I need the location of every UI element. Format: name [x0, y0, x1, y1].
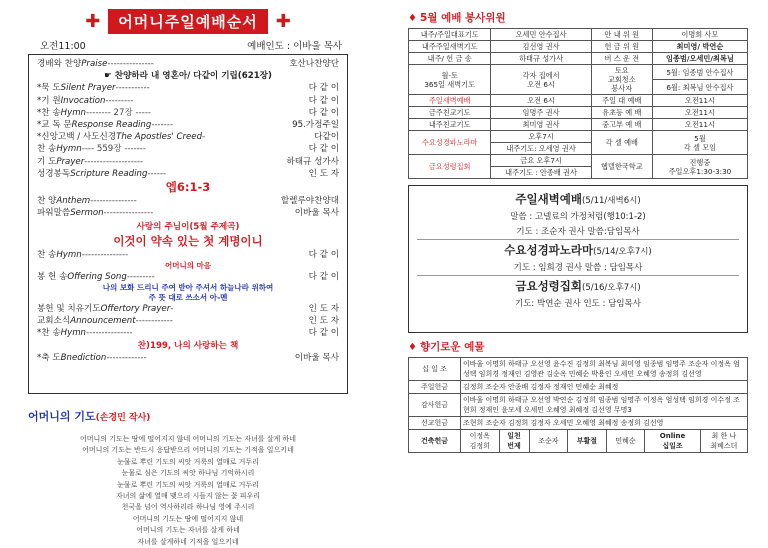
order-item-english: Bnediction	[60, 352, 107, 363]
order-item-dashes: -------------	[106, 352, 147, 363]
order-list	[37, 271, 339, 283]
table-cell: 안 내 위 원	[591, 29, 652, 41]
prayer-line: 자녀의 삶에 열매 맺으리 시들지 않는 꽃 피우리	[115, 492, 261, 501]
order-item-label: *묵 도Silent Prayer	[37, 83, 116, 94]
table-cell: 중고부 예 배	[591, 119, 652, 131]
table-cell: 오전11시	[652, 95, 747, 107]
order-item-label: 봉헌 및 치유기도Offertory Prayer	[37, 304, 171, 315]
table-cell: 6월: 최복님 안수집사	[652, 80, 747, 95]
offering-names: 조현희 조순자 김정희 김정자 오세민 오혜영 최혜정 송정희 김선영	[461, 417, 748, 430]
church-notices	[408, 8, 748, 453]
offering-cell: 민혜순	[606, 430, 645, 453]
order-item-leader: 다 같 이	[308, 107, 339, 118]
order-item-english: Announcement	[70, 316, 136, 327]
prayer-author: (손경민 작사)	[95, 413, 151, 423]
table-cell: 임명주 권사	[491, 107, 591, 119]
order-item-label: *신앙고백 / 사도신경The Apostles' Creed	[37, 132, 203, 143]
sermon-song: 사랑의 주님이(5월 주제곡)	[136, 222, 240, 233]
table-cell: 금요 오후7시	[491, 155, 591, 167]
divider	[417, 239, 739, 240]
offering-cell: 일천 번제	[499, 430, 529, 453]
table-cell: 주일 대 예배	[591, 95, 652, 107]
order-item-english: Hymn	[56, 144, 82, 155]
offerings-section	[408, 357, 748, 453]
order-item-label: 찬 양Anthem	[37, 196, 91, 207]
table-row	[409, 430, 748, 453]
offering-label: 감사헌금	[409, 394, 461, 417]
order-item-dashes: ---------	[105, 95, 134, 106]
order-list	[37, 195, 339, 219]
table-cell: 금주친교기도	[409, 107, 491, 119]
order-item	[37, 58, 339, 70]
table-cell: 5월: 임종범 안수집사	[652, 65, 747, 80]
order-item-dashes: ---------------	[90, 196, 137, 207]
order-item-dashes: -	[170, 304, 174, 315]
order-item-label: 성경봉독Scripture Reading	[37, 168, 148, 179]
order-list	[37, 249, 339, 261]
order-item	[37, 131, 339, 143]
order-item-label: 파워말씀Sermon	[37, 208, 104, 219]
prayer-line: 눈물로 뿌린 기도의 씨앗 거룩의 열매로 거두리	[117, 457, 259, 466]
table-cell: 내주친교기도	[409, 119, 491, 131]
order-item-leader: 하태규 성가사	[286, 156, 339, 167]
order-item-english: Hymn	[56, 249, 82, 260]
divider	[417, 275, 739, 276]
order-item	[37, 168, 339, 180]
service-leader: 예배인도 : 이바울 목사	[247, 41, 342, 52]
prayer-line: 어머니의 기도는 땅에 떨어지지 않네 어머니의 기도는 자녀를 살게 하네	[79, 435, 297, 443]
order-item-leader: 다 같 이	[308, 271, 339, 282]
order-item-label: *축 도Bnediction	[37, 352, 107, 363]
table-cell: 월-토 365일 새벽기도	[409, 65, 491, 95]
order-item-dashes: ----------------	[103, 208, 154, 219]
order-item-leader: 이바울 목사	[294, 208, 339, 219]
table-cell: 토요 교회청소 봉사자	[591, 65, 652, 95]
order-item-leader: 이바울 목사	[294, 352, 339, 363]
table-row	[409, 107, 748, 119]
offerings-heading: ♦ 향기로운 예물	[408, 341, 485, 353]
order-item-label: 교회소식Announcement	[37, 316, 136, 327]
weekly-schedule	[408, 185, 748, 333]
table-cell: 임종범/오세민/최복님	[652, 53, 747, 65]
offering-label: 건축헌금	[409, 430, 461, 453]
order-item-leader: 호산나찬양단	[289, 59, 339, 69]
table-cell: 내주주일새벽기도	[409, 41, 491, 53]
table-row	[409, 95, 748, 107]
schedule-detail: 기도: 박연순 권사 인도 : 담임목사	[515, 299, 641, 309]
offering-cell: 최 한 나 최베스더	[700, 430, 747, 453]
schedule-title: 금요성령집회(5/16/오후7시)	[515, 279, 641, 293]
order-list	[37, 303, 339, 340]
order-item-leader: 인 도 자	[308, 304, 339, 315]
offering-label: 주일헌금	[409, 381, 461, 394]
order-item-leader: 다같이	[314, 132, 339, 143]
order-item-label: 기 도Prayer	[37, 156, 85, 167]
order-item	[37, 156, 339, 168]
offering-cell: 조순자	[529, 430, 568, 453]
service-time: 오전11:00	[40, 41, 86, 52]
order-item-dashes: ---- 559장 -------	[81, 144, 146, 155]
cross-icon: ✚	[275, 10, 291, 32]
table-cell: 수요성경파노라마	[409, 131, 491, 155]
order-item-english: Invocation	[60, 95, 106, 106]
bullet-icon: ♦	[408, 342, 417, 353]
table-cell: 헌 금 위 원	[591, 41, 652, 53]
order-item-english: Offering Song	[67, 271, 127, 282]
hymn-note: 어머니의 마음	[164, 260, 212, 270]
order-item-label: *기 원Invocation	[37, 95, 106, 106]
offering-cell: 부활절	[568, 430, 607, 453]
order-item	[37, 82, 339, 94]
order-item-leader: 다 같 이	[308, 144, 339, 155]
order-item-dashes: -------------------	[84, 156, 144, 167]
order-item	[37, 303, 339, 315]
order-item-english: The Apostles' Creed	[116, 132, 203, 143]
order-item-dashes: ---------------	[81, 249, 129, 260]
order-item-leader: 다 같 이	[308, 95, 339, 106]
order-item-dashes: -------	[151, 120, 174, 131]
order-item-dashes: ------------	[135, 316, 173, 327]
order-item	[37, 271, 339, 283]
table-cell: 각 셀 예배	[591, 131, 652, 155]
order-item-leader: 다 같 이	[308, 83, 339, 94]
prayer-line: 천국을 넘어 역사하리라 하나님 영예 주시리	[121, 503, 255, 512]
order-item	[37, 143, 339, 155]
table-row	[409, 131, 748, 143]
offering-label: 십 일 조	[409, 358, 461, 381]
prayer-title: 어머니의 기도	[28, 410, 96, 423]
table-cell: 내주/ 헌 금 송	[409, 53, 491, 65]
schedule-detail: 기도 : 임희경 권사 말씀 : 담임목사	[513, 263, 643, 273]
order-list	[37, 352, 339, 364]
order-item-label: 봉 헌 송Offering Song	[37, 271, 127, 282]
prayer-line: 어머니의 기도는 땅에 떨어지지 않네	[132, 514, 244, 523]
order-item-leader: 95.가정주일	[292, 120, 339, 131]
table-cell: 유초등 예 배	[591, 107, 652, 119]
table-cell: 오후7시	[491, 131, 591, 143]
table-row	[409, 358, 748, 381]
order-item	[37, 207, 339, 219]
schedule-detail: 기도 : 조순자 권사 말씀:담임목사	[516, 227, 640, 237]
order-item	[37, 327, 339, 339]
order-item-leader: 다 같 이	[308, 328, 339, 339]
order-of-worship	[28, 8, 348, 548]
table-cell: 오전 6시	[491, 95, 591, 107]
table-row	[409, 119, 748, 131]
table-cell: 오전11시	[652, 119, 747, 131]
schedule-date: (5/14/오후7시)	[593, 247, 652, 257]
prayer-line: 자녀를 살게하네 기적을 일으키네	[137, 537, 239, 546]
order-item	[37, 352, 339, 364]
table-cell: 최미영 권사	[491, 119, 591, 131]
schedule-title: 수요성경파노라마(5/14/오후7시)	[504, 243, 652, 257]
order-item-label: 경배와 찬양Praise	[37, 59, 108, 69]
order-item-english: Anthem	[56, 196, 91, 207]
page-title: 어머니주일예배순서	[108, 9, 267, 34]
table-row	[409, 417, 748, 430]
table-cell: 진행중 주일오후1:30-3:30	[652, 155, 747, 179]
order-item-leader: 인 도 자	[308, 168, 339, 179]
order-item-english: Praise	[81, 59, 108, 69]
table-cell: 각자 집에서 오전 6시	[491, 65, 591, 95]
offering-note: 나의 보화 드리니 주여 받아 주셔서 하늘나라 위하여	[102, 283, 274, 293]
order-item-label: *교 독 문Response Reading	[37, 120, 152, 131]
sermon-title: 이것이 약속 있는 첫 계명이니	[113, 233, 263, 248]
order-item-english: Silent Prayer	[60, 83, 116, 94]
order-item-label: *찬 송Hymn	[37, 328, 87, 339]
order-item-leader: 인 도 자	[308, 316, 339, 327]
order-item	[37, 249, 339, 261]
order-item-leader: 할렐루야찬양대	[280, 196, 339, 207]
order-item-dashes: -	[202, 132, 206, 143]
table-cell: 내주기도 : 안종배 권사	[491, 167, 591, 179]
servants-heading: ♦ 5월 예배 봉사위원	[408, 12, 506, 24]
offering-names: 이바울 이명희 하태규 오선영 박연순 김정희 임종범 임명주 이정옥 엄성택 임희경 이수정 조현희 정재인 윤모세 오세민 오혜영 최혜정 김선영 무명3	[461, 394, 748, 417]
offering-note: 주 뜻 대로 쓰소서 아-멘	[148, 293, 228, 303]
table-cell: 헵델한국학교	[591, 155, 652, 179]
table-row	[409, 53, 748, 65]
order-item-english: Hymn	[60, 328, 87, 339]
order-item	[37, 315, 339, 327]
order-item	[37, 107, 339, 119]
table-cell: 최미영/ 박연순	[652, 41, 747, 53]
table-cell: 주일새벽예배	[409, 95, 491, 107]
prayer-line: 어머니의 기도는 반드시 응답받으리 어머니의 기도는 기적을 일으키네	[82, 446, 294, 455]
prayer-heading	[28, 408, 348, 424]
order-item-dashes: ---------	[126, 271, 155, 282]
prayer-lyrics	[28, 434, 348, 548]
bullet-icon: ♦	[408, 13, 417, 24]
order-item-dashes: ------	[147, 168, 167, 179]
order-item-english: Sermon	[70, 208, 104, 219]
schedule-title: 주일새벽예배(5/11/새벽6시)	[515, 192, 641, 206]
order-item-english: Response Reading	[71, 120, 152, 131]
offering-names: 이바울 이명희 하태규 오선영 윤수진 김정희 최복님 최미영 임종범 임명주 조순자 이정옥 엄성택 임희경 정재인 김영관 김순옥 민혜순 박용인 오세민 오혜영 송정희 김선영	[461, 358, 748, 381]
order-note: ☛ 찬양하라 내 영혼아/ 다같이 기립(621장)	[104, 71, 272, 82]
offerings-table	[408, 357, 748, 453]
cross-icon: ✚	[85, 10, 101, 32]
offering-cell: 이정옥 김정희	[461, 430, 500, 453]
prayer-line: 눈물로 뿌린 기도의 씨앗 거룩의 열매로 거두리	[117, 480, 259, 489]
order-item	[37, 195, 339, 207]
order-item-label: 찬 송Hymn	[37, 249, 82, 260]
scripture-reference: 엡6:1-3	[165, 180, 211, 195]
table-row	[409, 41, 748, 53]
order-item-dashes: ---------------	[107, 59, 154, 69]
table-row	[409, 65, 748, 80]
closing-hymn: 찬)199, 나의 사랑하는 책	[137, 340, 239, 351]
offering-names: 김정희 조순자 안종배 김정자 정재인 민혜순 최혜정	[461, 381, 748, 394]
order-item-dashes: -------- 27장 -----	[86, 107, 152, 118]
order-item-dashes: -----------	[115, 83, 150, 94]
table-row	[409, 381, 748, 394]
table-row	[409, 394, 748, 417]
table-cell: 하태규 성가사	[491, 53, 591, 65]
prayer-line: 눈물로 심은 기도의 씨앗 하나님 기억하시리	[121, 469, 255, 478]
order-item-label: *찬 송Hymn	[37, 107, 87, 118]
table-cell: 내주기도: 오세영 권사	[491, 143, 591, 155]
table-cell: 오전11시	[652, 107, 747, 119]
servants-table	[408, 28, 748, 179]
table-cell: 5월 각 셀 모임	[652, 131, 747, 155]
table-cell: 이명희 사모	[652, 29, 747, 41]
title-banner	[28, 8, 348, 34]
table-cell: 오세민 안수집사	[491, 29, 591, 41]
order-list	[37, 58, 339, 180]
order-box	[28, 54, 348, 394]
table-row	[409, 29, 748, 41]
order-item-english: Prayer	[56, 156, 85, 167]
schedule-date: (5/16/오후7시)	[582, 283, 641, 293]
order-item-leader: 다 같 이	[308, 249, 339, 260]
table-cell: 내주/주일대표기도	[409, 29, 491, 41]
order-item-dashes: ---------------	[86, 328, 133, 339]
order-item-english: Offertory Prayer	[100, 304, 171, 315]
schedule-date: (5/11/새벽6시)	[582, 196, 641, 206]
order-item	[37, 119, 339, 131]
table-row	[409, 155, 748, 167]
offering-label: 선교헌금	[409, 417, 461, 430]
order-item-english: Scripture Reading	[70, 168, 148, 179]
offering-cell: Online 십일조	[645, 430, 701, 453]
prayer-line: 어머니의 기도는 자녀를 살게 하네	[136, 526, 240, 535]
order-item-english: Hymn	[60, 107, 87, 118]
table-cell: 금요성령집회	[409, 155, 491, 179]
order-item	[37, 95, 339, 107]
service-info	[40, 38, 342, 52]
schedule-detail: 말씀 : 고넬료의 가정처럼(행10:1-2)	[510, 212, 646, 222]
order-item-label: 찬 송Hymn	[37, 144, 82, 155]
table-cell: 버 스 운 전	[591, 53, 652, 65]
table-cell: 김선영 권사	[491, 41, 591, 53]
